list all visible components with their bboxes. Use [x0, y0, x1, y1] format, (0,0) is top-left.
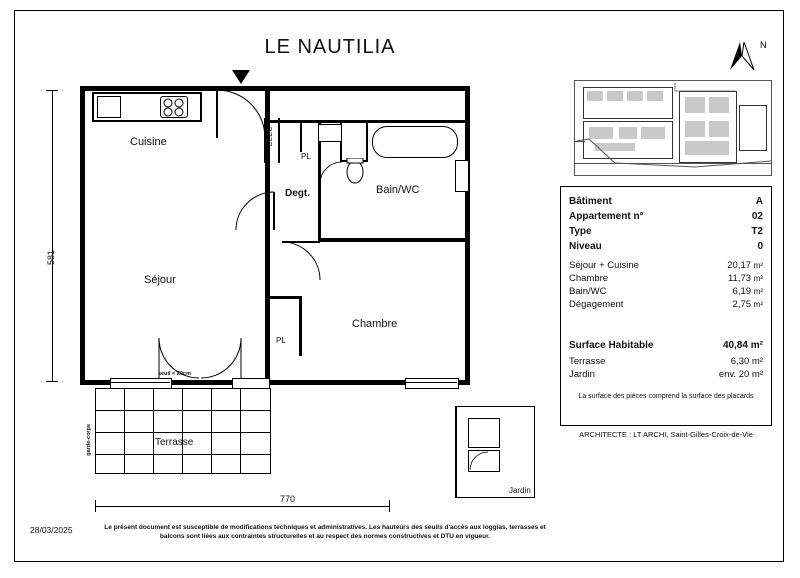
washbasin — [318, 124, 342, 142]
wall-pl2-left — [270, 296, 302, 299]
dim-width: 770 — [280, 494, 296, 504]
page-title: LE NAUTILIA — [264, 36, 396, 58]
room-label-pl-1: PL — [301, 152, 311, 161]
area-row: Dégagement 2,75 m² — [569, 299, 763, 310]
room-label-cuisine: Cuisine — [130, 136, 167, 148]
info-row: Bâtiment A — [569, 196, 763, 207]
wall-top — [80, 86, 470, 91]
window-chambre-2-line — [405, 382, 457, 383]
dim-height: 581 — [46, 250, 56, 266]
kitchen-sink — [97, 96, 121, 118]
area-row: Séjour + Cuisine 20,17 m² — [569, 260, 763, 271]
hob-burners-icon — [160, 96, 188, 118]
wall-interior-vertical-2 — [265, 231, 270, 385]
title-pointer-icon — [232, 70, 250, 84]
wall-pl-right — [300, 122, 302, 152]
wall-left — [80, 86, 85, 385]
room-label-jardin: Jardin — [509, 486, 531, 495]
kitchen-counter-right — [200, 92, 202, 122]
bathtub — [372, 126, 458, 158]
kitchen-counter-edge — [92, 120, 202, 122]
area-row: Chambre 11,73 m² — [569, 273, 763, 284]
wall-pl2-right — [299, 296, 302, 356]
chambre-door-icon — [280, 240, 322, 282]
wall-shower-left — [366, 122, 368, 162]
info-row: Niveau 0 — [569, 241, 763, 252]
wall-chambre-top — [318, 238, 470, 242]
extra-area-row: Terrasse 6,30 m² — [569, 356, 763, 367]
seuil-note: seuil < 20cm — [158, 371, 191, 377]
garde-corps-note: garde-corps — [86, 424, 92, 456]
total-area-row: Surface Habitable 40,84 m² — [569, 340, 763, 351]
terrace-area — [95, 388, 271, 474]
room-label-bain-wc: Bain/WC — [376, 184, 420, 196]
architect-credit: ARCHITECTE : LT ARCHI, Saint-Gilles-Croix-de-Vie — [579, 430, 753, 439]
bath-door-frame — [455, 160, 469, 192]
toilet-icon — [344, 158, 370, 188]
kitchen-counter — [92, 92, 202, 94]
jardin-door-icon — [468, 450, 500, 472]
room-label-chambre: Chambre — [352, 318, 398, 330]
wc-door-icon — [318, 160, 344, 188]
plan-date: 28/03/2025 — [30, 525, 73, 535]
elec-shaft-right — [278, 118, 280, 163]
jardin-inner-wall — [455, 406, 457, 498]
degt-door-icon — [234, 190, 276, 232]
room-label-terrasse: Terrasse — [155, 437, 194, 448]
extra-area-row: Jardin env. 20 m² — [569, 369, 763, 380]
dim-left-line — [52, 90, 53, 382]
room-label-pl-2: PL — [276, 336, 286, 345]
info-row: Type T2 — [569, 226, 763, 237]
legal-footnote: Le présent document est susceptible de modifications techniques et administratives. Les hauteurs des seuils d'accès aux loggias, terrasses et balcons sont liées aux contraintes structurelles et au respect des normes constructives et DTU en vigueur. — [104, 524, 546, 540]
window-chambre-2 — [405, 378, 459, 389]
room-label-elec: ELEC — [267, 126, 274, 147]
area-row: Bain/WC 6,19 m² — [569, 286, 763, 297]
site-map — [574, 80, 772, 176]
wall-right — [465, 86, 470, 385]
room-label-sejour: Séjour — [144, 274, 176, 286]
svg-text:N: N — [760, 40, 767, 50]
entry-door-icon — [215, 88, 267, 140]
apartment-info-table — [560, 186, 772, 426]
kitchen-counter-left — [92, 92, 94, 122]
room-label-degt: Degt. — [285, 188, 310, 199]
dim-bottom-line — [95, 506, 390, 507]
jardin-step — [468, 418, 500, 448]
compass-rose — [712, 36, 772, 78]
window-sejour-line — [110, 382, 170, 383]
info-row: Appartement n° 02 — [569, 211, 763, 222]
closet-note: La surface des pièces comprend la surface des placards — [578, 393, 754, 400]
